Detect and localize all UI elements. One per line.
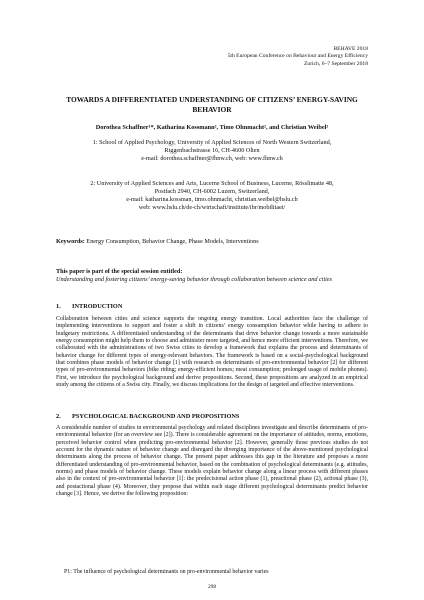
keywords-label: Keywords: (56, 238, 85, 245)
affiliation-1-line: Riggenbachstrasse 16, CH-4600 Olten (164, 147, 260, 154)
section-heading-introduction (56, 303, 368, 311)
conference-header (228, 46, 368, 68)
affiliation-2-line: e-mail: katharina.kossman, timo.ohnmacht, christian.weibel@hslu.ch (126, 196, 298, 203)
section-number: 2. (56, 413, 61, 420)
introduction-paragraph: Collaboration between cities and science supports the ongoing energy transition. Local authorities face the challenge of implementing interventions to support and foster a shift in citizens’ energy consumption behavior while having to adhere to budgetary restrictions. A differentiated understanding of the determinants that drive behavior change towards a more sustainable energy consumption might help them to choose and administer more targeted, and hence more efficient interventions. Therefore, we collaborated with the administrations of two Swiss cities to develop a framework that explains the process and determinants of behavior change for different types of energy-relevant behaviors. The framework is based on a social-psychological background that combines phase models of behavior change [1] with research on determinants of pro-environmental behavior [2] for different types of pro-environmental behaviors (bike riding; energy-efficient homes; meat consumption; prolonged usage of mobile phones). First, we introduce the psychological background and derive propositions. Second, these propositions are analyzed in an empirical study among the citizens of a Swiss city. Finally, we discuss implications for the design of targeted and effective interventions. (56, 316, 368, 389)
page-number: 298 (207, 584, 217, 590)
background-paragraph: A considerable number of studies in environmental psychology and related disciplines investigate and describe determinants of pro-environmental behavior (for an overview see [2]). There is considerable agreement on the importance of attitudes, norms, emotions, perceived behavior control when predicting pro-environmental behavior [2]. However, generally those previous studies do not account for the dynamic nature of behavior change and disregard the diverging importance of the above-mentioned psychological determinants along the process of behavior change. The present paper addresses this gap in the literature and proposes a more differentiated understanding of pro-environmental behavior, based on the combination of psychological determinants (e.g. attitudes, norms) and phase models of behavior change. These models explain behavior change along a linear process with different phases also in the context of pro-environmental behavior [1]: the predecisional action phase (1), preactional phase (2), actional phase (3), and postactional phase (4). Moreover, they propose that within each stage different psychological determinants predict behavior change [3]. Hence, we derive the following proposition: (56, 425, 368, 498)
affiliation-1-line: 1: School of Applied Psychology, University of Applied Sciences of North Western Switzerland, (92, 139, 332, 146)
section-number: 1. (56, 303, 61, 310)
conference-location: Zurich, 6–7 September 2018 (303, 60, 368, 67)
affiliation-2 (56, 180, 368, 212)
section-heading-background (56, 413, 368, 421)
affiliation-2-line: 2: University of Applied Sciences and Arts, Lucerne School of Business, Lucerne, Rösslimatte 48, (90, 180, 334, 187)
special-session-note (56, 268, 368, 283)
conference-title: 5th European Conference on Behaviour and Energy Efficiency (227, 53, 368, 60)
section-title: INTRODUCTION (72, 303, 123, 310)
affiliation-1-line: e-mail: dorothea.schaffner@fhnw.ch, web: www.fhnw.ch (141, 155, 283, 162)
affiliation-2-line: Postfach 2940, CH-6002 Luzern, Switzerland, (154, 188, 270, 195)
proposition-1: P1: The influence of psychological determinants on pro-environmental behavior varies (64, 569, 269, 575)
affiliation-2-line: web: www.hslu.ch/de-ch/wirtschaft/institute/ibr/mobilitaet/ (138, 204, 286, 211)
special-session-heading: This paper is part of the special session entitled: (56, 268, 183, 275)
conference-name: BEHAVE 2018 (333, 46, 368, 52)
affiliation-1 (56, 139, 368, 163)
special-session-title: Understanding and fostering citizens’ energy-saving behavior through collaboration between science and cities (56, 275, 333, 283)
paper-title: TOWARDS A DIFFERENTIATED UNDERSTANDING OF CITIZENS’ ENERGY-SAVING BEHAVIOR (66, 95, 358, 114)
author-list: Dorothea Schaffner¹*, Katharina Kossmann², Timo Ohnmacht², and Christian Weibel² (95, 124, 329, 131)
keywords-text: Energy Consumption, Behavior Change, Phase Models, Interventions (86, 238, 259, 245)
keywords (56, 238, 368, 246)
section-title: PSYCHOLOGICAL BACKGROUND AND PROPOSITIONS (72, 413, 240, 420)
